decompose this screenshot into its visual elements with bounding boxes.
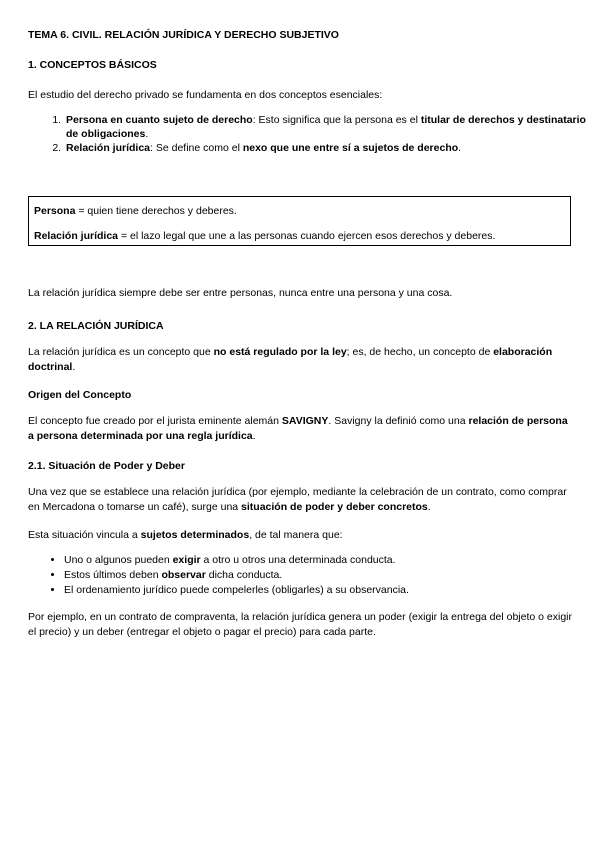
section-1-heading: 1. CONCEPTOS BÁSICOS — [28, 59, 157, 71]
bold-text: exigir — [172, 554, 201, 566]
section-2-heading: 2. LA RELACIÓN JURÍDICA — [28, 320, 164, 332]
text: . — [427, 501, 431, 513]
item-text: : Se define como el — [150, 142, 243, 154]
paragraph-situacion — [28, 485, 572, 515]
definition-relacion — [34, 229, 495, 243]
paragraph-savigny — [28, 414, 572, 444]
origin-heading: Origen del Concepto — [28, 389, 132, 401]
text: . Savigny la definió como una — [328, 415, 469, 427]
paragraph-doctrinal — [28, 345, 572, 375]
item-text: : Esto significa que la persona es el — [252, 114, 421, 126]
paragraph-example: Por ejemplo, en un contrato de compraventa, la relación jurídica genera un poder (exigir la entrega del objeto o exigir el precio) y un deber (entregar el objeto o pagar el precio) para cada parte. — [28, 611, 572, 638]
text: La relación jurídica es un concepto que — [28, 346, 214, 358]
bold-text: observar — [161, 569, 206, 581]
bullet-list — [28, 553, 594, 598]
definition-text: = el lazo legal que une a las personas cuando ejercen esos derechos y deberes. — [118, 230, 496, 242]
term-relacion: Relación jurídica — [66, 142, 151, 154]
item-end: . — [145, 128, 149, 140]
text: a otro u otros una determinada conducta. — [200, 554, 396, 566]
definition-term: Persona — [34, 205, 76, 217]
text: . — [72, 361, 76, 373]
text: Estos últimos deben — [64, 569, 162, 581]
section-1-intro: El estudio del derecho privado se fundamenta en dos conceptos esenciales: — [28, 89, 383, 101]
bold-text: SAVIGNY — [281, 415, 329, 427]
paragraph-vincula — [28, 528, 572, 543]
definition-box — [28, 196, 571, 246]
definition-persona — [34, 204, 237, 218]
text: El concepto fue creado por el jurista eminente alemán — [28, 415, 282, 427]
subsection-heading: 2.1. Situación de Poder y Deber — [28, 460, 185, 472]
list-item — [64, 553, 594, 568]
concepts-list — [28, 113, 594, 155]
bold-text: elaboración doctrinal — [28, 346, 553, 373]
list-item: • El ordenamiento jurídico puede compelerles (obligarles) a su observancia. — [64, 583, 594, 598]
text: dicha conducta. — [205, 569, 283, 581]
document-title: TEMA 6. CIVIL. RELACIÓN JURÍDICA Y DERECHO SUBJETIVO — [28, 29, 339, 41]
text: Esta situación vincula a — [28, 529, 141, 541]
bold-text: no está regulado por la ley — [213, 346, 347, 358]
item-end: . — [458, 142, 462, 154]
bold-text: relación de persona a persona determinada por una regla jurídica — [28, 415, 568, 442]
bold-text: sujetos determinados — [140, 529, 250, 541]
relation-note: La relación jurídica siempre debe ser entre personas, nunca entre una persona y una cosa. — [28, 287, 453, 299]
bold-text: situación de poder y deber concretos — [241, 501, 428, 513]
item-bold-text: nexo que une entre sí a sujetos de derecho — [242, 142, 459, 154]
list-item — [64, 568, 594, 583]
definition-text: = quien tiene derechos y deberes. — [75, 205, 237, 217]
list-item — [64, 141, 594, 155]
text: ; es, de hecho, un concepto de — [346, 346, 494, 358]
text: . — [252, 430, 256, 442]
text: Una vez que se establece una relación jurídica (por ejemplo, mediante la celebración de un contrato, como comprar en Mercadona o tomarse un café), surge una — [28, 486, 567, 513]
term-persona: Persona en cuanto sujeto de derecho — [66, 114, 253, 126]
definition-term: Relación jurídica — [34, 230, 119, 242]
item-bold-text: titular de derechos y destinatario de obligaciones — [66, 114, 586, 140]
text: , de tal manera que: — [249, 529, 343, 541]
text: Uno o algunos pueden — [64, 554, 173, 566]
list-item — [64, 113, 594, 141]
